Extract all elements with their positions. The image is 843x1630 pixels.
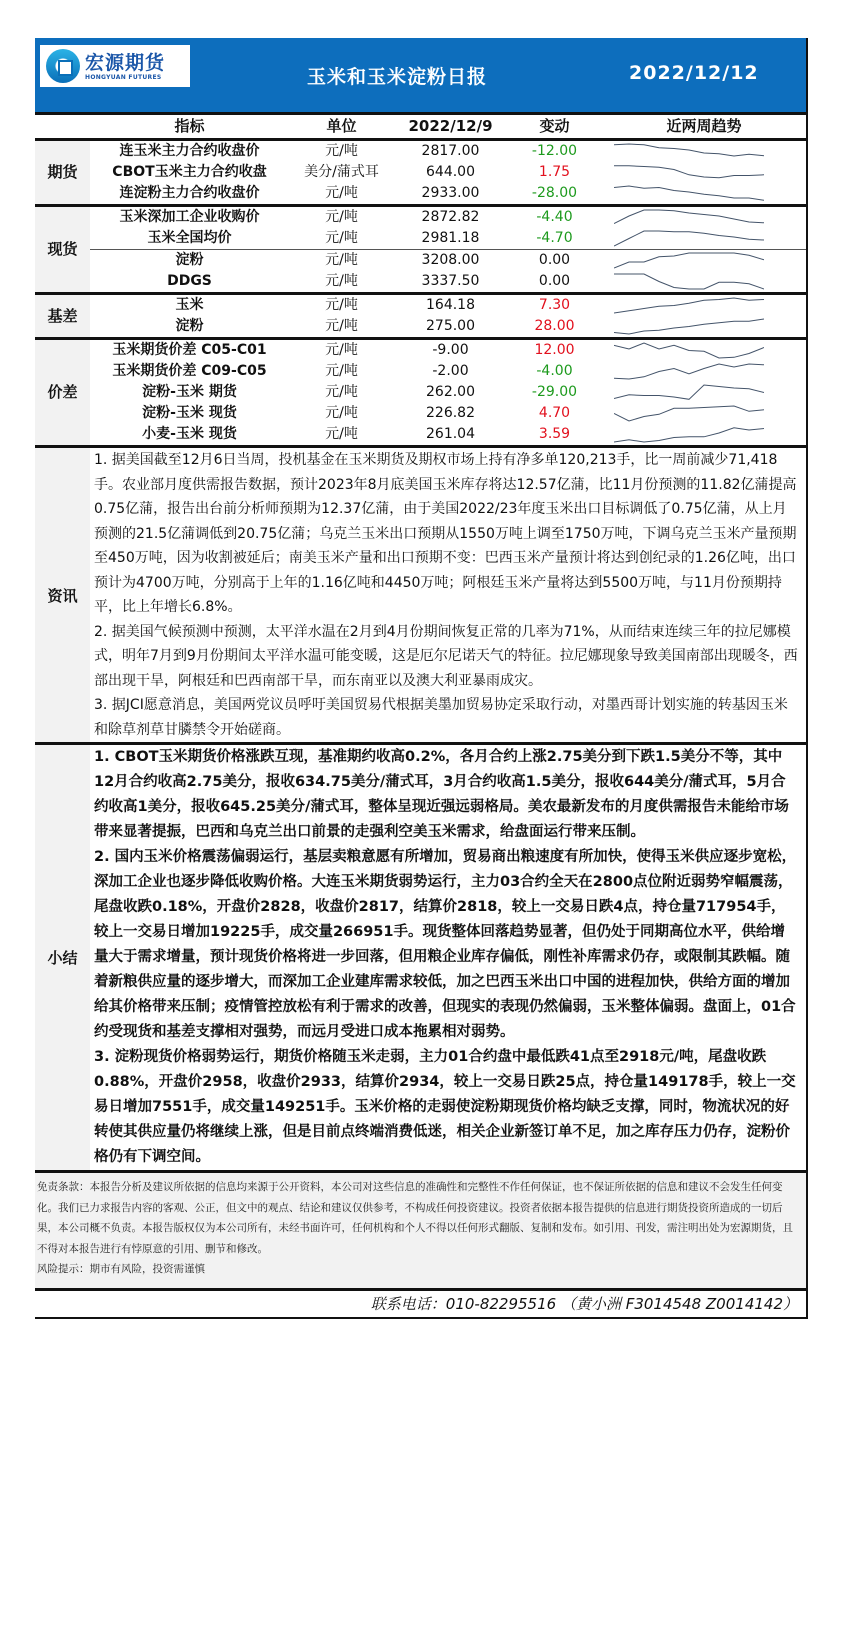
- value-cell: 261.04: [426, 426, 475, 442]
- sparkline-chart: [614, 296, 764, 315]
- logo-cn-text: 宏源期货: [85, 51, 166, 74]
- value-cell: 164.18: [394, 294, 507, 317]
- trend-sparkline: [602, 271, 806, 294]
- change-cell: 28.00: [534, 318, 575, 334]
- indicator-cell: 连淀粉主力合约收盘价: [119, 185, 260, 201]
- indicator-cell: 淀粉: [175, 318, 204, 334]
- value-cell: 2817.00: [421, 143, 480, 159]
- table-row: [35, 382, 806, 403]
- change-cell: -4.70: [536, 230, 573, 246]
- indicator-cell: CBOT玉米主力合约收盘: [112, 164, 267, 180]
- table-row: [35, 271, 806, 294]
- sparkline-chart: [614, 208, 764, 227]
- summary-paragraph: 3. 淀粉现货价格弱势运行，期货价格随玉米走弱，主力01合约盘中最低跌41点至2918元/吨，尾盘收跌0.88%，开盘价2958，收盘价2933，结算价2934，较上一交易日跌25点，持仓量149178手，较上一交易日增加7551手，成交量149251手。玉米价格的走弱使淀粉期现货价格均缺乏支撑，同时，物流状况的好转使其供应量仍将继续上涨，但是目前点终端消费低迷，相关企业新签订单不足，加之库存压力仍存，淀粉价格仍有下调空间。: [94, 1049, 796, 1165]
- sparkline-chart: [614, 272, 764, 291]
- summary-paragraph: 1. CBOT玉米期货价格涨跌互现，基准期约收高0.2%，各月合约上涨2.75美分到下跌1.5美分不等，其中12月合约收高2.75美分，报收634.75美分/蒲式耳，3月合约收高1.5美分，报收644美分/蒲式耳，5月合约收高1美分，报收645.25美分/蒲式耳，整体呈现近强远弱格局。美农最新发布的月度供需报告未能给市场带来显著提振，巴西和乌克兰出口前景的走强利空美玉米需求，给盘面运行带来压制。: [94, 749, 789, 840]
- value-cell: 226.82: [426, 405, 475, 421]
- trend-sparkline: [602, 250, 806, 272]
- sparkline-chart: [614, 184, 764, 203]
- unit-cell: 元/吨: [325, 143, 358, 159]
- change-cell: -12.00: [531, 143, 578, 159]
- sparkline-chart: [614, 362, 764, 381]
- table-row: [35, 228, 806, 250]
- summary-label: 小结: [35, 745, 90, 1170]
- table-row: [35, 339, 806, 362]
- sparkline-chart: [614, 142, 764, 161]
- indicator-cell: 小麦-玉米 现货: [142, 426, 237, 442]
- unit-cell: 元/吨: [325, 405, 358, 421]
- unit-cell: 元/吨: [325, 273, 358, 289]
- trend-sparkline: [602, 162, 806, 183]
- value-cell: 2981.18: [421, 230, 480, 246]
- value-cell: 275.00: [426, 318, 475, 334]
- indicator-cell: 玉米期货价差 C05-C01: [90, 339, 289, 362]
- indicator-cell: 淀粉: [90, 250, 289, 272]
- unit-cell: 元/吨: [325, 318, 358, 334]
- change-cell: 12.00: [507, 339, 602, 362]
- change-cell: -29.00: [531, 384, 578, 400]
- trend-sparkline: [602, 206, 806, 229]
- logo-en-text: HONGYUAN FUTURES: [85, 73, 162, 81]
- indicator-cell: 连玉米主力合约收盘价: [119, 143, 260, 159]
- table-row: [35, 294, 806, 317]
- trend-sparkline: [602, 361, 806, 382]
- table-body: [35, 140, 806, 446]
- trend-sparkline: [602, 183, 806, 206]
- news-label: 资讯: [35, 448, 90, 742]
- daily-report: [35, 38, 808, 1319]
- category-cell: 期货: [35, 140, 90, 206]
- trend-sparkline: [602, 140, 806, 163]
- change-cell: -28.00: [531, 185, 578, 201]
- news-paragraph: 3. 据JCI愿意消息，美国两党议员呼吁美国贸易代根据美墨加贸易协定采取行动，对墨西哥计划实施的转基因玉米和除草剂草甘膦禁令开始磋商。: [94, 697, 788, 738]
- category-cell: 价差: [35, 339, 90, 446]
- value-cell: 2933.00: [421, 185, 480, 201]
- change-cell: 7.30: [507, 294, 602, 317]
- risk-warning: 风险提示：期市有风险，投资需谨慎: [37, 1263, 205, 1275]
- value-cell: -2.00: [432, 363, 469, 379]
- table-row: [35, 183, 806, 206]
- value-cell: 262.00: [426, 384, 475, 400]
- unit-cell: 元/吨: [325, 384, 358, 400]
- change-cell: 0.00: [507, 250, 602, 272]
- unit-cell: 元/吨: [289, 250, 394, 272]
- col-change: 变动: [507, 115, 602, 140]
- unit-cell: 元/吨: [325, 230, 358, 246]
- sparkline-chart: [614, 341, 764, 360]
- disclaimer-section: [35, 1170, 806, 1288]
- trend-sparkline: [602, 294, 806, 317]
- table-row: [35, 140, 806, 163]
- summary-paragraph: 2. 国内玉米价格震荡偏弱运行，基层卖粮意愿有所增加，贸易商出粮速度有所加快，使得玉米供应逐步宽松，深加工企业也逐步降低收购价格。大连玉米期货弱势运行，主力03合约全天在2800点位附近弱势窄幅震荡，尾盘收跌0.18%，开盘价2828，收盘价2817，结算价2818，较上一交易日跌4点，持仓量717954手，较上一交易日增加19225手，成交量266951手。现货整体回落趋势显著，但仍处于同期高位水平，供给增量大于需求增量，预计现货价格将进一步回落，但用粮企业库存偏低，刚性补库需求仍存，或限制其跌幅。随着新粮供应量的逐步增大，而深加工企业建库需求较低，加之巴西玉米出口中国的进程加快，供给方面的增加给其价格带来压制；疫情管控放松有利于需求的改善，但现实的表现仍然偏弱，玉米整体偏弱。盘面上，01合约受现货和基差支撑相对强势，而远月受进口成本拖累相对弱势。: [94, 849, 797, 1040]
- report-date: 2022/12/12: [629, 62, 759, 84]
- value-cell: 2872.82: [394, 206, 507, 229]
- change-cell: 0.00: [538, 273, 571, 289]
- report-header: [35, 38, 806, 115]
- news-paragraph: 1. 据美国截至12月6日当周，投机基金在玉米期货及期权市场上持有净多单120,213手，比一周前减少71,418手。农业部月度供需报告数据，预计2023年8月底美国玉米库存将达12.57亿蒲，比11月份预测的11.82亿蒲提高0.75亿蒲，报告出台前分析师预期为12.37亿蒲，由于美国2022/23年度玉米出口目标调低了0.75亿蒲，从上月预测的21.5亿蒲调低到20.75亿蒲；乌克兰玉米出口预期从1550万吨上调至1750万吨，下调乌克兰玉米产量预期至450万吨，因为收割被延后；南美玉米产量和出口预期不变：巴西玉米产量预计将达到创纪录的1.26亿吨，出口预计为4700万吨，分别高于上年的1.16亿吨和4450万吨；阿根廷玉米产量将达到5500万吨，与11月份预期持平，比上年增长6.8%。: [94, 452, 797, 615]
- change-cell: 3.59: [538, 426, 571, 442]
- logo-icon: [46, 49, 80, 83]
- change-cell: 1.75: [538, 164, 571, 180]
- sparkline-chart: [614, 425, 764, 444]
- summary-body: [90, 745, 806, 1170]
- trend-sparkline: [602, 228, 806, 250]
- company-logo: [40, 45, 190, 87]
- value-cell: -9.00: [394, 339, 507, 362]
- indicator-table: [35, 115, 806, 445]
- sparkline-chart: [614, 383, 764, 402]
- sparkline-chart: [614, 163, 764, 182]
- change-cell: -4.40: [507, 206, 602, 229]
- table-row: [35, 162, 806, 183]
- unit-cell: 元/吨: [325, 185, 358, 201]
- trend-sparkline: [602, 316, 806, 339]
- table-header-row: [35, 115, 806, 140]
- trend-sparkline: [602, 424, 806, 445]
- indicator-cell: 玉米: [90, 294, 289, 317]
- table-row: [35, 250, 806, 272]
- change-cell: 4.70: [538, 405, 571, 421]
- col-indicator: 指标: [90, 115, 289, 140]
- trend-sparkline: [602, 339, 806, 362]
- table-row: [35, 206, 806, 229]
- trend-sparkline: [602, 382, 806, 403]
- unit-cell: 元/吨: [325, 426, 358, 442]
- sparkline-chart: [614, 404, 764, 423]
- unit-cell: 元/吨: [289, 339, 394, 362]
- news-paragraph: 2. 据美国气候预测中预测，太平洋水温在2月到4月份期间恢复正常的几率为71%，从而结束连续三年的拉尼娜模式，明年7月到9月份期间太平洋水温可能变暖，这是厄尔尼诺天气的特征。拉尼娜现象导致美国南部出现暖冬，西部出现干旱，阿根廷和巴西南部干旱，而东南亚以及澳大利亚暴雨成灾。: [94, 623, 798, 689]
- sparkline-chart: [614, 229, 764, 248]
- value-cell: 3337.50: [421, 273, 480, 289]
- table-row: [35, 403, 806, 424]
- indicator-cell: 淀粉-玉米 期货: [142, 384, 237, 400]
- sparkline-chart: [614, 317, 764, 336]
- sparkline-chart: [614, 251, 764, 270]
- table-row: [35, 424, 806, 445]
- trend-sparkline: [602, 403, 806, 424]
- summary-section: [35, 742, 806, 1170]
- indicator-cell: 玉米深加工企业收购价: [90, 206, 289, 229]
- col-trend: 近两周趋势: [602, 115, 806, 140]
- change-cell: -4.00: [536, 363, 573, 379]
- category-cell: 基差: [35, 294, 90, 339]
- value-cell: 644.00: [426, 164, 475, 180]
- unit-cell: 元/吨: [289, 206, 394, 229]
- table-row: [35, 316, 806, 339]
- indicator-cell: DDGS: [167, 273, 212, 289]
- table-row: [35, 361, 806, 382]
- value-cell: 3208.00: [394, 250, 507, 272]
- category-cell: 现货: [35, 206, 90, 294]
- disclaimer-text: 免责条款：本报告分析及建议所依据的信息均来源于公开资料，本公司对这些信息的准确性和完整性不作任何保证，也不保证所依据的信息和建议不会发生任何变化。我们已力求报告内容的客观、公正，但文中的观点、结论和建议仅供参考，不构成任何投资建议。投资者依据本报告提供的信息进行期货投资所造成的一切后果，本公司概不负责。本报告版权仅为本公司所有，未经书面许可，任何机构和个人不得以任何形式翻版、复制和发布。如引用、刊发，需注明出处为宏源期货，且不得对本报告进行有悖原意的引用、删节和修改。: [37, 1181, 793, 1255]
- col-category: [35, 115, 90, 140]
- indicator-cell: 玉米期货价差 C09-C05: [112, 363, 267, 379]
- news-section: [35, 445, 806, 742]
- news-body: [90, 448, 806, 742]
- contact-info: 联系电话：010-82295516 （黄小洲 F3014548 Z0014142）: [35, 1288, 806, 1319]
- indicator-cell: 玉米全国均价: [147, 230, 232, 246]
- report-title: 玉米和玉米淀粉日报: [307, 66, 488, 88]
- col-value: 2022/12/9: [394, 115, 507, 140]
- col-unit: 单位: [289, 115, 394, 140]
- indicator-cell: 淀粉-玉米 现货: [142, 405, 237, 421]
- unit-cell: 元/吨: [289, 294, 394, 317]
- unit-cell: 美分/蒲式耳: [304, 164, 379, 180]
- unit-cell: 元/吨: [325, 363, 358, 379]
